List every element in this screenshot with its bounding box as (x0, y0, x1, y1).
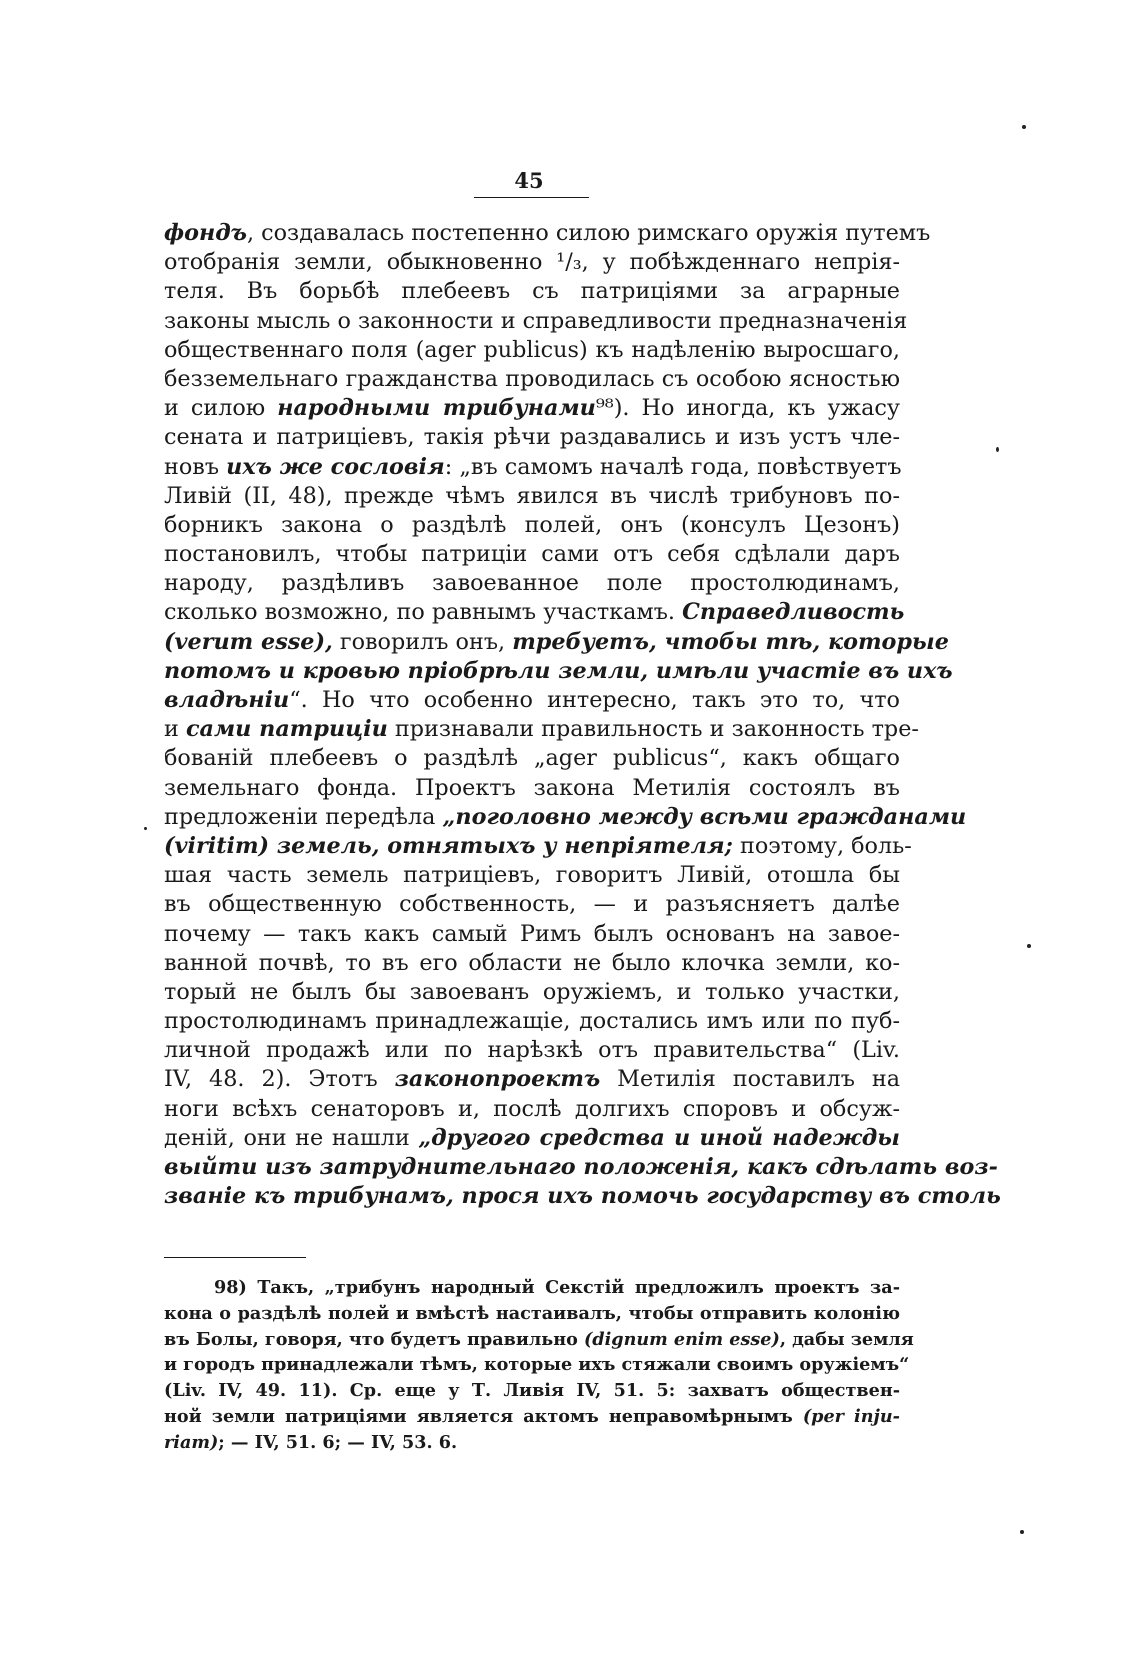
emphasized-run: (viritim) земель, отнятыхъ у непріятеля; (164, 832, 733, 859)
text-run: ноги всѣхъ сенаторовъ и, послѣ долгихъ споровъ и обсуж- (164, 1095, 900, 1122)
emphasized-run: Справедливость (682, 599, 905, 626)
text-line (164, 394, 900, 423)
scan-speck (1022, 125, 1026, 129)
emphasized-run: народными трибунами (277, 395, 596, 422)
text-run: Ливій (II, 48), прежде чѣмъ явился въ числѣ трибуновъ по- (164, 482, 900, 509)
text-line (164, 890, 900, 919)
text-run: новъ (164, 453, 227, 480)
text-line (164, 715, 919, 744)
text-run: теля. Въ борьбѣ плебеевъ съ патриціями за аграрные (164, 278, 900, 305)
emphasized-run: „другого средства и иной надежды (418, 1124, 900, 1151)
text-run: безземельнаго гражданства проводилась съ особою ясностью (164, 365, 900, 392)
text-line (164, 511, 900, 540)
text-run: ⁹⁸). Но иногда, къ ужасу (595, 395, 900, 422)
emphasized-run: выйти изъ затруднительнаго положенія, какъ сдѣлать воз- (164, 1154, 998, 1180)
text-run: шая часть земель патриціевъ, говоритъ Ливій, отошла бы (164, 862, 900, 889)
text-run: сколько возможно, по равнымъ участкамъ. (164, 599, 683, 626)
scan-speck (1027, 944, 1031, 948)
text-run: и (164, 716, 186, 743)
text-run: постановилъ, чтобы патриціи сами отъ себя сдѣлали даръ (164, 541, 900, 568)
emphasized-run: „поголовно между всѣми гражданами (442, 803, 967, 830)
text-run: деній, они не нашли (164, 1124, 419, 1151)
text-line (164, 628, 949, 657)
text-run: простолюдинамъ принадлежащіе, достались имъ или по пуб- (164, 1008, 900, 1035)
text-run: говорилъ онъ, (332, 628, 513, 655)
footnote-line (164, 1378, 900, 1404)
emphasized-run: требуетъ, чтобы тѣ, которые (512, 628, 949, 655)
text-line (164, 336, 900, 365)
text-run: IV, 48. 2). Этотъ (164, 1066, 395, 1093)
text-run: предложеніи передѣла (164, 803, 443, 830)
footnote-line (164, 1327, 914, 1353)
text-run: борникъ закона о раздѣлѣ полей, онъ (консулъ Цезонъ) (164, 511, 900, 538)
text-run: : „въ самомъ началѣ года, повѣствуетъ (444, 453, 902, 480)
emphasized-run: riam) (164, 1431, 219, 1453)
text-line (164, 1036, 900, 1065)
page-number-rule (474, 197, 589, 198)
text-run: “. Но что особенно интересно, такъ это то, что (289, 687, 900, 713)
text-line (164, 1095, 900, 1124)
text-line (164, 482, 900, 511)
text-run: въ Болы, говоря, что будетъ правильно (164, 1328, 584, 1350)
footnote-line (164, 1430, 900, 1456)
emphasized-run: сами патриціи (185, 716, 388, 743)
footnote-line (164, 1404, 900, 1430)
scan-speck (1020, 1530, 1024, 1534)
text-run: ной земли патриціями является актомъ неправомѣрнымъ (164, 1405, 803, 1427)
text-run: и силою (164, 395, 278, 422)
text-line (164, 598, 905, 627)
text-line (164, 277, 900, 306)
text-line (164, 657, 953, 686)
text-run: почему — такъ какъ самый Римъ былъ основанъ на завое- (164, 920, 900, 947)
text-line (164, 1182, 1001, 1211)
text-run: сената и патриціевъ, такія рѣчи раздавались и изъ устъ чле- (164, 424, 900, 451)
text-run: бованій плебеевъ о раздѣлѣ „ager publicus“, какъ общаго (164, 745, 900, 772)
main-text (164, 219, 1001, 1211)
footnote-line (164, 1352, 910, 1378)
text-run: земельнаго фонда. Проектъ закона Метилія состоялъ въ (164, 774, 900, 801)
text-run: общественнаго поля (ager publicus) къ надѣленію выросшаго, (164, 336, 900, 363)
text-run: и городъ принадлежали тѣмъ, которые ихъ стяжали своимъ оружіемъ“ (164, 1354, 910, 1376)
text-run: народу, раздѣливъ завоеванное поле простолюдинамъ, (164, 570, 900, 597)
text-line (164, 365, 900, 394)
text-line (164, 1124, 900, 1153)
emphasized-run: законопроектъ (394, 1066, 601, 1093)
text-line (164, 861, 900, 890)
emphasized-run: званіе къ трибунамъ, прося ихъ помочь государству въ столь (164, 1183, 1001, 1210)
text-line (164, 803, 967, 832)
text-run: , создавалась постепенно силою римскаго оружія путемъ (246, 220, 931, 246)
page-number: 45 (514, 168, 544, 193)
text-line (164, 219, 931, 248)
text-line (164, 1007, 900, 1036)
text-run: , дабы земля (779, 1328, 914, 1350)
text-run: торый не былъ бы завоеванъ оружіемъ, и только участки, (164, 978, 900, 1005)
text-line (164, 540, 900, 569)
text-run: Метилія поставилъ на (600, 1066, 900, 1093)
text-line (164, 569, 900, 598)
text-line (164, 832, 912, 861)
emphasized-run: владѣніи (164, 687, 290, 713)
emphasized-run: (verum esse), (164, 628, 333, 655)
text-run: ванной почвѣ, то въ его области не было клочка земли, ко- (164, 949, 900, 976)
footnote-line (164, 1301, 900, 1327)
emphasized-run: фондъ (164, 220, 247, 246)
text-line (164, 1153, 998, 1182)
text-line (164, 978, 900, 1007)
scan-speck (144, 827, 147, 830)
text-run: (Liv. IV, 49. 11). Ср. еще у Т. Ливія IV, 51. 5: захватъ обществен- (164, 1380, 900, 1402)
emphasized-run: потомъ и кровью пріобрѣли земли, имѣли участіе въ ихъ (164, 657, 953, 684)
text-line (164, 949, 900, 978)
emphasized-run: (dignum enim esse) (583, 1328, 780, 1350)
text-line (164, 686, 900, 715)
text-run: законы мысль о законности и справедливости предназначенія (164, 307, 908, 334)
text-run: ; — IV, 51. 6; — IV, 53. 6. (218, 1431, 458, 1453)
text-line (164, 248, 900, 277)
text-line (164, 744, 900, 773)
text-line (164, 453, 900, 482)
text-run: признавали правильность и законность тре- (387, 716, 919, 743)
emphasized-run: ихъ же сословія (226, 453, 445, 480)
text-line (164, 920, 900, 949)
text-line (164, 1065, 900, 1094)
text-line (164, 307, 908, 336)
text-run: въ общественную собственность, — и разъясняетъ далѣе (164, 891, 900, 918)
footnote-text (164, 1275, 914, 1456)
text-run: личной продажѣ или по нарѣзкѣ отъ правительства“ (Liv. (164, 1037, 900, 1064)
text-line (164, 423, 900, 452)
footnote-line (164, 1275, 900, 1301)
text-line (164, 774, 900, 803)
scan-speck (996, 447, 999, 452)
text-run: кона о раздѣлѣ полей и вмѣстѣ настаивалъ, чтобы отправить колонію (164, 1302, 900, 1324)
text-run: отобранія земли, обыкновенно ¹/₃, у побѣжденнаго непрія- (164, 249, 900, 276)
footnote-separator (164, 1257, 306, 1258)
text-run: поэтому, боль- (732, 832, 912, 859)
emphasized-run: (per inju- (802, 1405, 900, 1427)
text-run: 98) Такъ, „трибунъ народный Секстій предложилъ проектъ за- (214, 1277, 900, 1298)
